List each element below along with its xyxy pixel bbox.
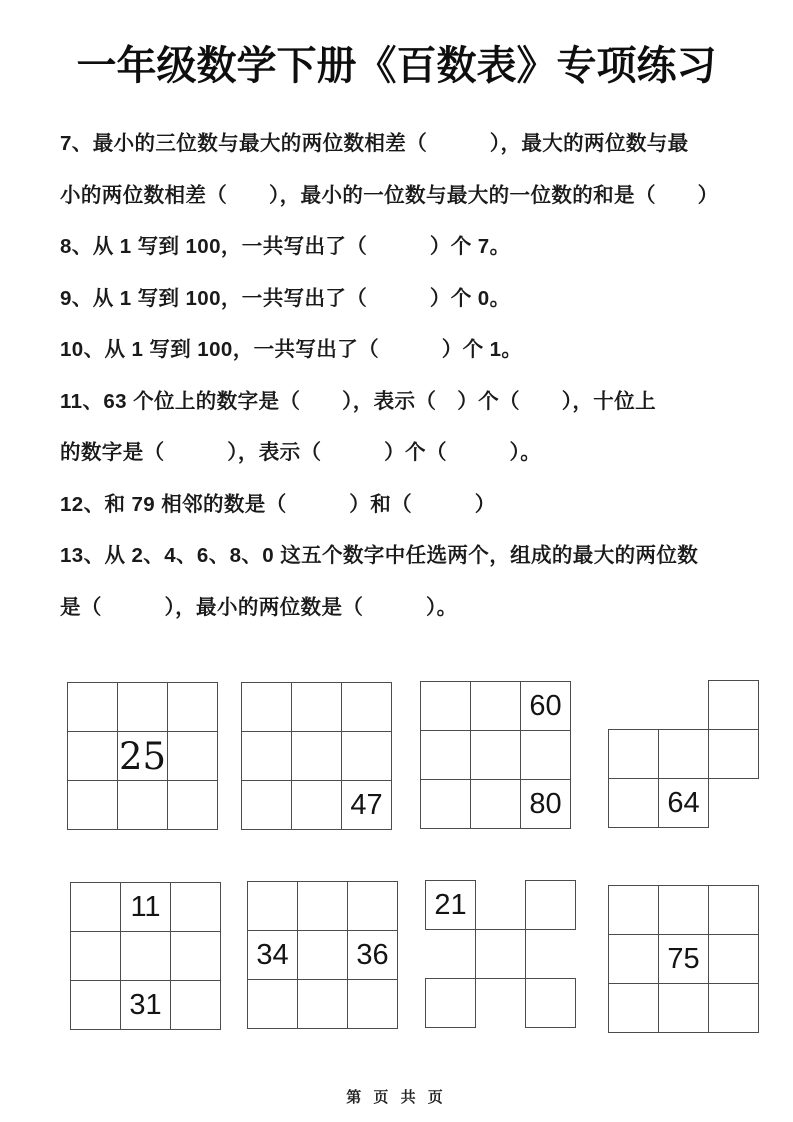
grid-cell-empty (168, 732, 218, 781)
grid-cell-filled: 21 (426, 881, 476, 930)
grid-cell-empty (709, 681, 759, 730)
number-grid-5 (70, 882, 221, 1030)
question-7-line-2: 小的两位数相差（ ），最小的一位数与最大的一位数的和是（ ） (60, 183, 719, 207)
grid-table (241, 682, 392, 830)
grid-cell-empty (342, 732, 392, 781)
grid-cell-empty (298, 882, 348, 931)
grid-cell-empty (609, 886, 659, 935)
number-grid-4 (608, 680, 759, 828)
grid-cell-empty (71, 981, 121, 1030)
grid-cell-empty (298, 931, 348, 980)
grid-cell-empty (242, 732, 292, 781)
number-grid-1 (67, 682, 218, 830)
question-11-line-1: 11、63 个位上的数字是（ ），表示（ ）个（ ），十位上 (60, 389, 656, 413)
grid-table (608, 885, 759, 1033)
grid-gap (426, 930, 476, 979)
question-11-line-2: 的数字是（ ），表示（ ）个（ ）。 (60, 441, 542, 464)
grid-cell-empty (248, 980, 298, 1029)
grid-cell-empty (609, 984, 659, 1033)
grid-cell-empty (709, 886, 759, 935)
grid-cell-empty (526, 881, 576, 930)
question-10: 10、从 1 写到 100，一共写出了（ ）个 1。 (60, 338, 523, 361)
grid-cell-empty (709, 935, 759, 984)
grid-table (70, 882, 221, 1030)
grid-cell-empty (471, 780, 521, 829)
grid-cell-empty (609, 730, 659, 779)
grid-cell-empty (171, 883, 221, 932)
grid-gap (526, 930, 576, 979)
grid-cell-empty (71, 932, 121, 981)
question-13-line-2: 是（ ），最小的两位数是（ ）。 (60, 595, 458, 619)
number-grid-8 (608, 885, 759, 1033)
grid-cell-empty (292, 732, 342, 781)
grid-cell-filled: 11 (121, 883, 171, 932)
grid-cell-empty (68, 732, 118, 781)
grid-gap (709, 779, 759, 828)
grid-cell-filled: 25 (118, 732, 168, 781)
grid-gap (476, 881, 526, 930)
grid-gap (609, 681, 659, 730)
grid-cell-empty (118, 683, 168, 732)
question-13-line-1: 13、从 2、4、6、8、0 这五个数字中任选两个，组成的最大的两位数 (60, 544, 699, 567)
grid-cell-empty (68, 781, 118, 830)
grid-gap (476, 979, 526, 1028)
grid-cell-empty (292, 683, 342, 732)
grid-cell-empty (471, 682, 521, 731)
grid-cell-empty (298, 980, 348, 1029)
grid-cell-empty (421, 731, 471, 780)
grid-gap (659, 681, 709, 730)
number-grid-7 (425, 880, 576, 1028)
page-footer: 第 页 共 页 (346, 1089, 447, 1106)
grid-table (425, 880, 576, 1028)
grid-cell-empty (121, 932, 171, 981)
grid-cell-filled: 80 (521, 780, 571, 829)
grid-cell-empty (171, 932, 221, 981)
grid-cell-filled: 75 (659, 935, 709, 984)
grid-table (420, 681, 571, 829)
question-12: 12、和 79 相邻的数是（ ）和（ ） (60, 492, 496, 516)
grid-cell-empty (421, 780, 471, 829)
grid-cell-empty (68, 683, 118, 732)
question-7-line-1: 7、最小的三位数与最大的两位数相差（ ），最大的两位数与最 (60, 132, 689, 155)
grid-cell-empty (609, 779, 659, 828)
grid-cell-empty (171, 981, 221, 1030)
grid-cell-filled: 60 (521, 682, 571, 731)
grid-cell-empty (526, 979, 576, 1028)
question-list (0, 118, 793, 633)
page-title: 一年级数学下册《百数表》专项练习 (76, 44, 717, 88)
grid-cell-empty (71, 883, 121, 932)
grid-cell-empty (521, 731, 571, 780)
grid-cell-empty (659, 730, 709, 779)
grid-cell-empty (426, 979, 476, 1028)
grid-cell-empty (242, 683, 292, 732)
grid-cell-empty (248, 882, 298, 931)
grid-cell-filled: 47 (342, 781, 392, 830)
grid-table (247, 881, 398, 1029)
question-8: 8、从 1 写到 100，一共写出了（ ）个 7。 (60, 235, 511, 258)
grid-cell-filled: 31 (121, 981, 171, 1030)
grid-cell-filled: 64 (659, 779, 709, 828)
grid-table (608, 680, 759, 828)
grid-cell-empty (421, 682, 471, 731)
grid-cell-empty (348, 882, 398, 931)
number-grid-3 (420, 681, 571, 829)
grid-cell-empty (342, 683, 392, 732)
grid-cell-empty (168, 781, 218, 830)
grid-table (67, 682, 218, 830)
grid-cell-empty (292, 781, 342, 830)
grid-cell-filled: 34 (248, 931, 298, 980)
grid-cell-empty (659, 984, 709, 1033)
grid-cell-empty (242, 781, 292, 830)
grid-cell-empty (659, 886, 709, 935)
grid-cell-empty (476, 930, 526, 979)
grid-cell-empty (168, 683, 218, 732)
number-grid-6 (247, 881, 398, 1029)
grid-cell-empty (609, 935, 659, 984)
grid-cell-empty (348, 980, 398, 1029)
grid-cell-empty (709, 984, 759, 1033)
number-grid-2 (241, 682, 392, 830)
question-9: 9、从 1 写到 100，一共写出了（ ）个 0。 (60, 286, 511, 310)
grid-cell-empty (709, 730, 759, 779)
grid-cell-empty (118, 781, 168, 830)
grid-cell-filled: 36 (348, 931, 398, 980)
grid-cell-empty (471, 731, 521, 780)
